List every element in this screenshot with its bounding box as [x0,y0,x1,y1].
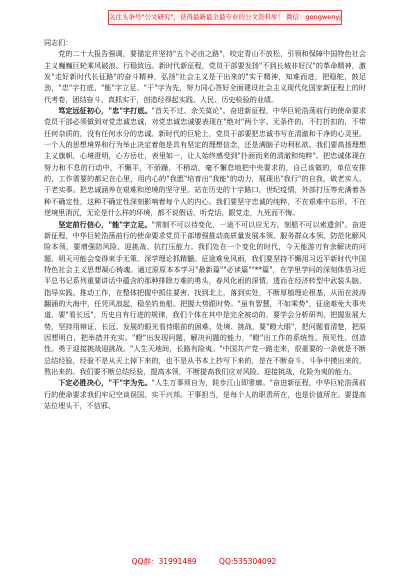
salutation: 同志们： [44,38,73,47]
footer-qq: QQ:535304092 [219,557,277,566]
intro-paragraph: 党的二十大报告强调，要锚定并坚持"五个必由之路"，咬定青山不放松，引领和保障中国特色社会主义巍巍巨轮乘风破浪、行稳致远。新时代新征程，党员干部要发扬"不到长城非好汉"的革命精神，激发"走好新时代长征路"的奋斗精神，弘扬"社会主义是干出来的"实干精神，知难而进，把稳舵，鼓足劲，"忠"字打底、"能"字立足、"干"字为先，努力同心答好全面建设社会主义现代化国家新征程上的时代考卷，团结奋斗、真抓实干，创造经得起实践、人民、历史检验的业绩。 [44,49,366,104]
section-text: "人生万事须自为，跬步江山即寥廓。"奋进新征程，中华巨轮浩荡前行的使命要求我们牢记空谈误国、实干兴邦。干事担当，是每个人的职责所在，也是价值所在。要提高站位埋头干，不信邪、 [44,378,366,410]
section-heading: 下定必胜决心，"干"字为先。 [58,378,152,388]
footer-qq-group: QQ群：31991489 [131,557,197,566]
section-heading: 坚定前行信心，"能"字立足。 [58,219,152,229]
section-text: "常制不可以待变化，一途不可以应无方，刻船不可以索遗剑"。奋进新征程，中华巨轮浩荡前行的使命要求党员干部增强推动高质量发展本领、服务群众本领、防范化解风险本领，要增强防风险、迎挑战、抗打压能力。我们处在一个变化的时代，今天能游刃有余解决的问题，明天可能会变得束手无策。深学理论抓精髓。征途难免风雨，我们要坚持不懈用习近平新时代中国特色社会主义思想凝心铸魂。通过原原本本学习"最新篇""必读篇""**篇"，在学里学问的深刻体悟习近平总书记系列重要讲话中蕴含的那种排除万难的勇头，春风化雨的深情，透而在经济转型中武装头脑、指导实践、推动工作，在整体把握中抓住要害、找到北上，落到实处，不断厚植理论根基，从而在波涛翻涌的大海中，任凭风浪起，稳坐钓鱼船。把握大势跟时势。"虽有智慧，不如乘势"，征途难免大事夹道，要"看长远"，历史自有行进的规律，我们个体在其中是完全被动的，要学会分析研判，把握发展大势，坚持用辩证、长远、发展的眼光看待眼前的困难、处境、挑战，要"瞪大眼"，把问题看清楚，把原因想明白，把举措并充实。"瞪"出发现问题，解决问题的能力，"瞪"出工作的系统性、预见性、创造性。勇于迎接挑战迎挑战。"人生天地间，长路有险夷。"中国共产党一路走来，很重要的一条就是不断总结经验，经验不是从天上掉下来的，也不是从书本上抄写下来的，是在不断奋斗、斗争中摸出来的，熬出来的。我们要不断总结经验，提高本领，不断提高我们应对风险、迎接挑战，化险为夷的能力。 [44,219,366,376]
section-heading: 笃定远征初心，"忠"字打底。 [58,106,152,116]
header-banner: 关注头条号"公文研究"，获得最新最全最专业的公文资料库！ 微信：gongwenyj [108,10,342,25]
document-body [44,37,366,555]
footer-contact [0,555,408,569]
section-text: "首关不过、余关莫论"。奋进新征程，中华巨轮浩荡前行的使命要求党员干部必须做到对党忠诚忠诚，对党忠诚忠诚要表现在"绝对"两个字。无条件的，不打折扣的，不带任何杂质的，没有任何水分的忠诚。新时代的巨轮上，党员干部要把忠诚书写在清澈和干净的心灵里。一个人的思想境界和行为举止决定着他是具有坚定的理想信念，还是满脑子功利私欲。我们要高扬理想主义旗帜，心境澄明，心方岳壮，表里如一，让人始终感受到"扑面而来的清澈和纯粹"。把忠诚体现在努力和不息的行动中，不懈平，不骄躁，不稍动，毫不懈怠地把中央要求的，自己该做的，单位安排的，工作需要的都记在心里，用内心的"我愿"培育出"我能"的动力，展现出"我行"的自我，做老实人、干老实事。把忠诚涵养在艰难和逆境的坚守里。站在历史的十字路口，世纪疫情，外部打压等充满着各种不确定性，这种不确定性深刻影响着每个人的内心。我们要坚守忠诚的纯粹，不在艰难中忘形，不在逆境里消沉，无论是什么样的环境，都不说假话，听党话，跟党走，九死而不悔。 [44,106,366,218]
section-ability [44,219,366,378]
section-action [44,377,366,411]
section-loyalty [44,105,366,218]
